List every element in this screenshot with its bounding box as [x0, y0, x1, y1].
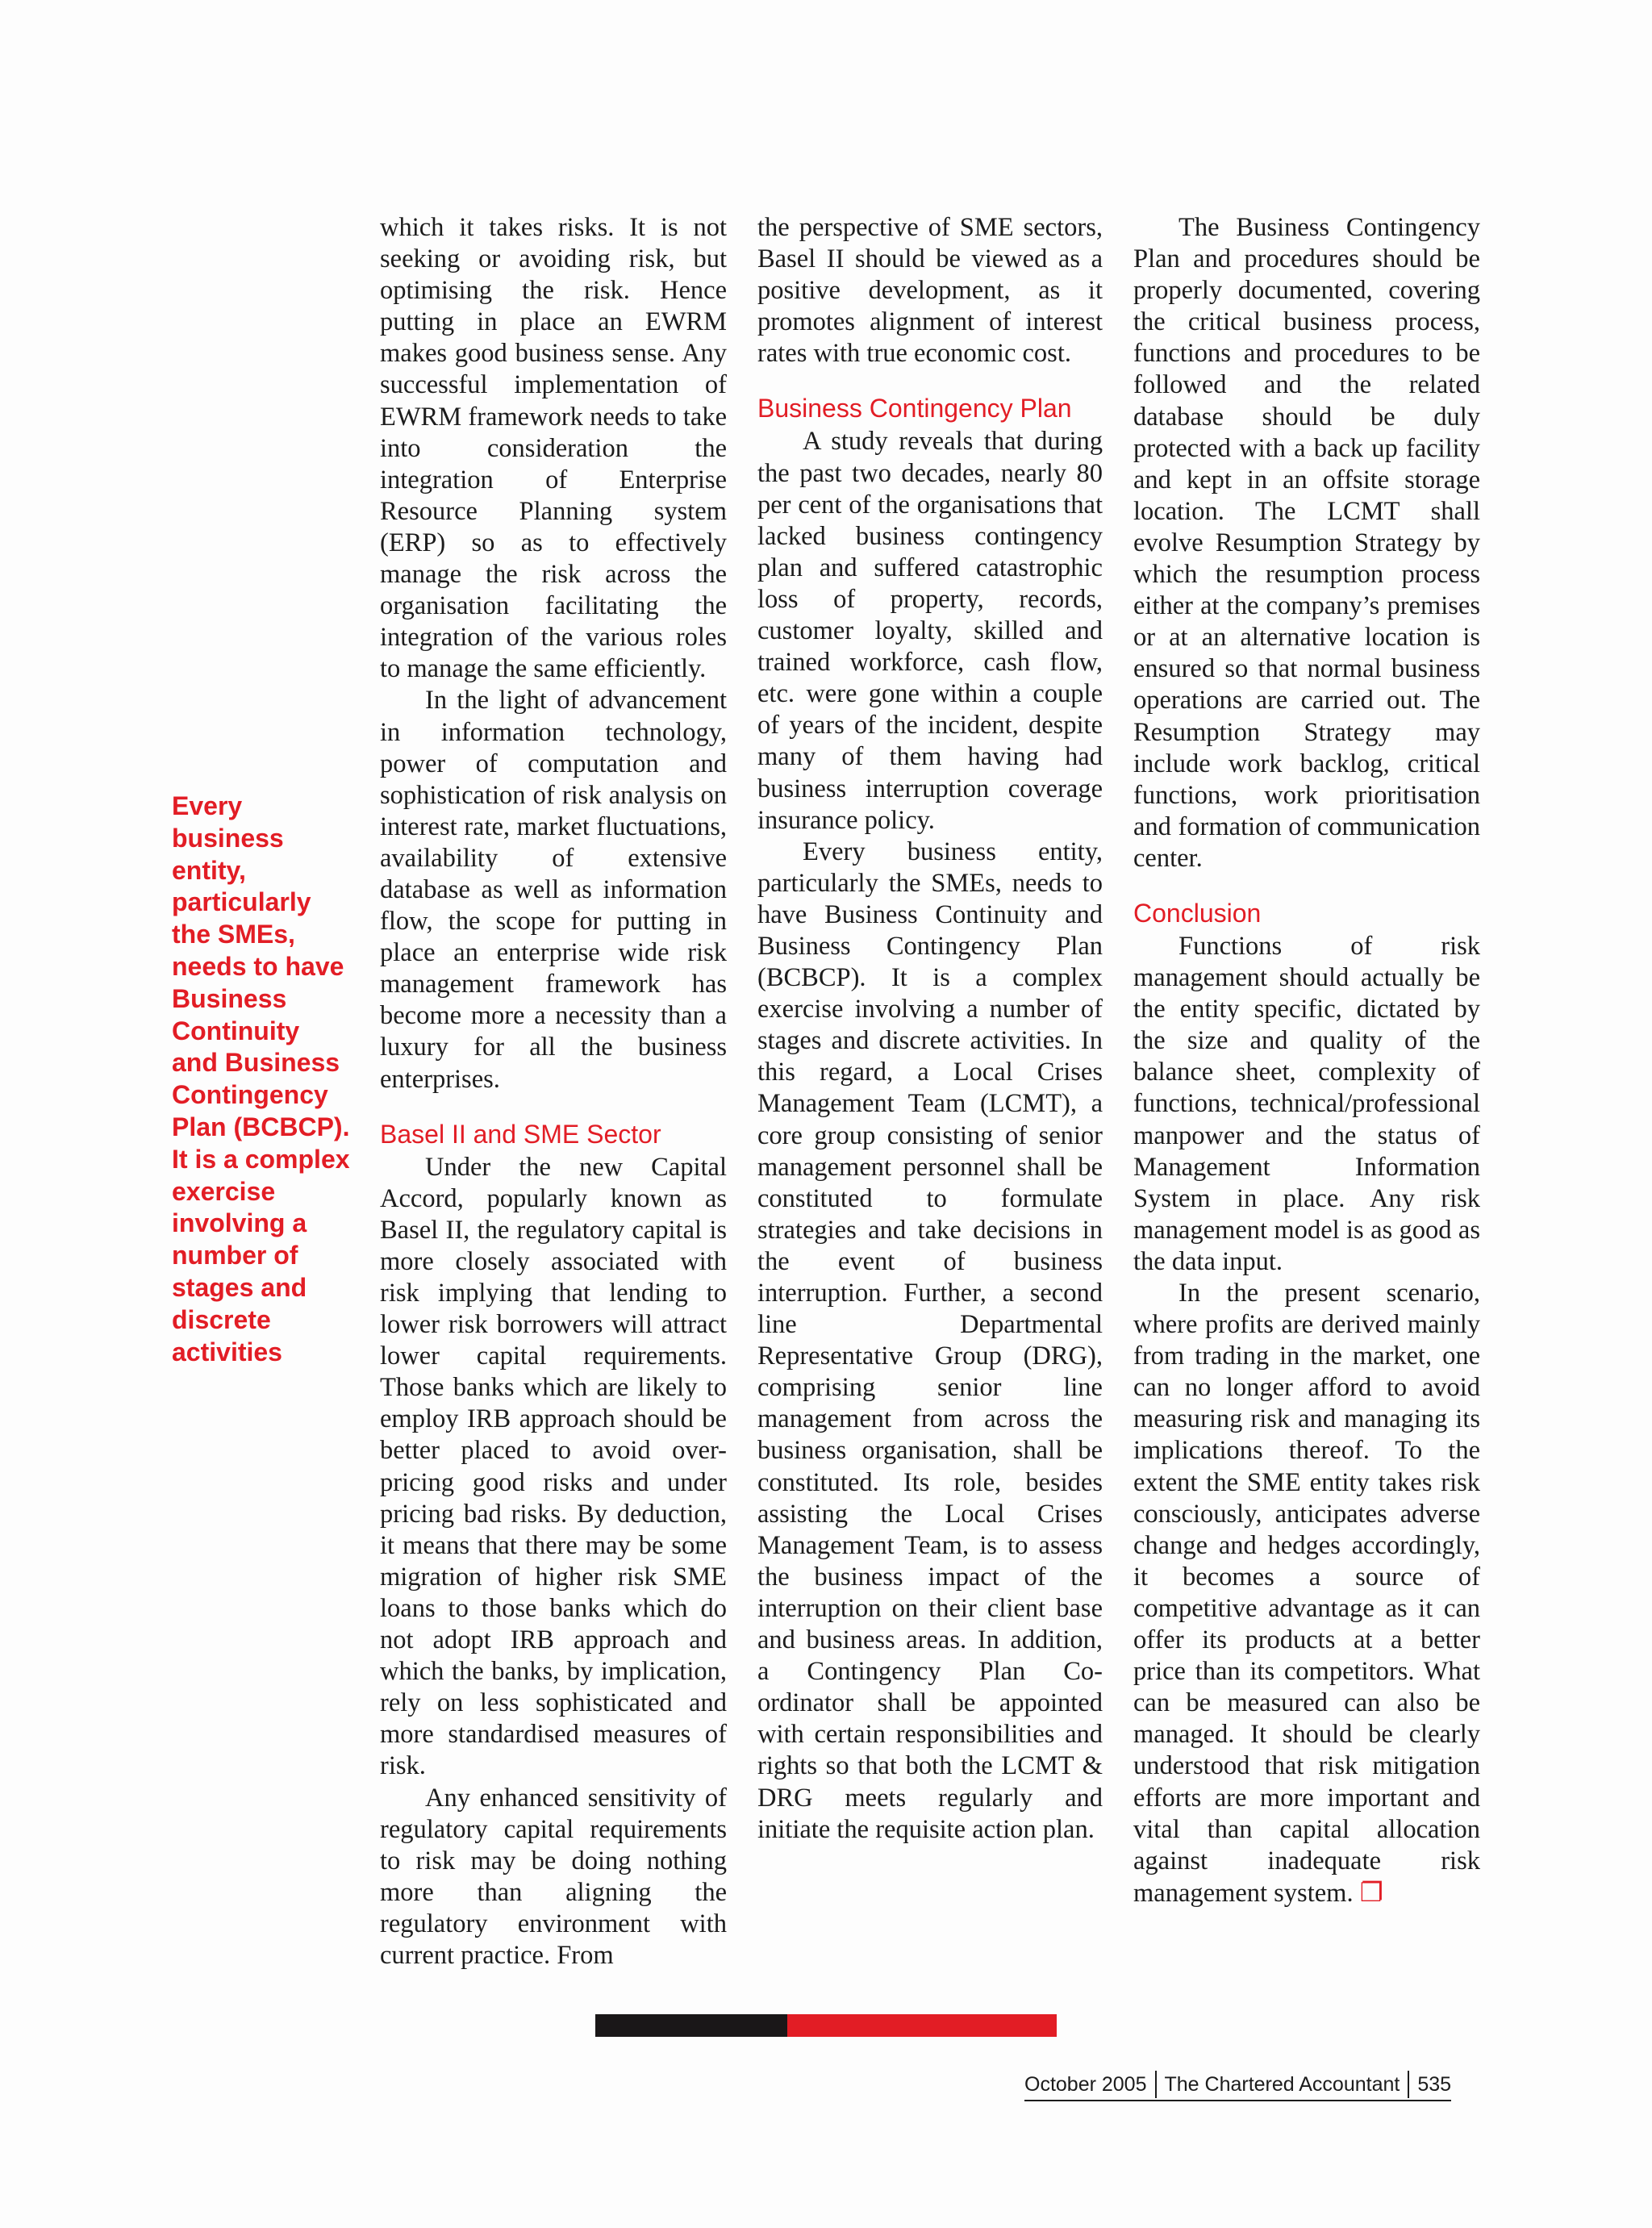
paragraph: In the light of advancement in information technology, power of computation and sophistication of risk analysis on interest rate, market fluctuations, availability of extensive database as well as information flow, the scope for putting in place an enterprise wide risk management framework has become more a necessity than a luxury for all the business enterprises.: [380, 686, 727, 1094]
pull-quote: Every business entity, particularly the SMEs, needs to have Business Continuity and Business Contingency Plan (BCBCP). It is a complex exercise involving a number of stages and discrete activities: [172, 791, 350, 1366]
column-1: [380, 212, 727, 1971]
page-number: 535: [1417, 2073, 1452, 2096]
decorative-bar-black: [595, 2014, 787, 2037]
footer-journal: The Chartered Accountant: [1164, 2073, 1400, 2096]
paragraph: A study reveals that during the past two decades, nearly 80 per cent of the organisations that lacked business contingency plan and suffered catastrophic loss of property, records, customer loyalty, skilled and trained workforce, cash flow, etc. were gone within a couple of years of the incident, despite many of them having had business interruption coverage insurance policy.: [757, 427, 1103, 835]
page-footer: [1024, 2071, 1451, 2101]
paragraph-text: In the present scenario, where profits are derived mainly from trading in the market, one can no longer afford to avoid measuring risk and managing its implications thereof. To the extent the SME entity takes risk consciously, anticipates adverse change and hedges accordingly, it becomes a source of competitive advantage as it can offer its products at a better price than its competitors. What can be measured can also be managed. It should be clearly understood that risk mitigation efforts are more important and vital than capital allocation against inadequate risk management system.: [1133, 1279, 1480, 1908]
footer-divider: [1155, 2071, 1157, 2098]
column-2: [757, 212, 1103, 1846]
section-heading-conclusion: Conclusion: [1133, 898, 1262, 928]
paragraph: [1133, 1278, 1480, 1909]
paragraph: Any enhanced sensitivity of regulatory capital requirements to risk may be doing nothing more than aligning the regulatory environment with current practice. From: [380, 1783, 727, 1970]
footer-divider: [1408, 2071, 1409, 2098]
paragraph: which it takes risks. It is not seeking or avoiding risk, but optimising the risk. Hence putting in place an EWRM makes good business sense. Any successful implementation of EWRM framework needs to take into consideration the integration of Enterprise Resource Planning system (ERP) so as to effectively manage the risk across the organisation facilitating the integration of the various roles to manage the same efficiently.: [380, 213, 727, 684]
column-3: [1133, 212, 1480, 1909]
paragraph: The Business Contingency Plan and procedures should be properly documented, covering the critical business process, functions and procedures to be followed and the related database should be duly protected with a back up facility and kept in an offsite storage location. The LCMT shall evolve Resumption Strategy by which the resumption process either at the company’s premises or at an alternative location is ensured so that normal business operations are carried out. The Resumption Strategy may include work backlog, critical functions, work prioritisation and formation of communication center.: [1133, 213, 1480, 873]
paragraph: Every business entity, particularly the SMEs, needs to have Business Continuity and Business Contingency Plan (BCBCP). It is a complex exercise involving a number of stages and discrete activities. In this regard, a Local Crises Management Team (LCMT), a core group consisting of senior management personnel shall be constituted to formulate strategies and take decisions in the event of business interruption. Further, a second line Departmental Representative Group (DRG), comprising senior line management from across the business organisation, shall be constituted. Its role, besides assisting the Local Crises Management Team, is to assess the business impact of the interruption on their client base and business areas. In addition, a Contingency Plan Co-ordinator shall be appointed with certain responsibilities and rights so that both the LCMT & DRG meets regularly and initiate the requisite action plan.: [757, 837, 1103, 1844]
section-heading-bcp: Business Contingency Plan: [757, 394, 1072, 423]
decorative-bar-red: [787, 2014, 1057, 2037]
footer-date: October 2005: [1024, 2073, 1147, 2096]
paragraph: Functions of risk management should actually be the entity specific, dictated by the size and quality of the balance sheet, complexity of functions, technical/professional manpower and the status of Management Information System in place. Any risk management model is as good as the data input.: [1133, 931, 1480, 1276]
paragraph: Under the new Capital Accord, popularly known as Basel II, the regulatory capital is more closely associated with risk implying that lending to lower risk borrowers will attract lower capital requirements. Those banks which are likely to employ IRB approach should be better placed to avoid over-pricing good risks and under pricing bad risks. By deduction, it means that there may be some migration of higher risk SME loans to those banks which do not adopt IRB approach and which the banks, by implication, rely on less sophisticated and more standardised measures of risk.: [380, 1152, 727, 1781]
paragraph: the perspective of SME sectors, Basel II should be viewed as a positive development, as it promotes alignment of interest rates with true economic cost.: [757, 213, 1103, 369]
section-heading-basel: Basel II and SME Sector: [380, 1119, 661, 1149]
end-mark-icon: ❐: [1359, 1876, 1383, 1908]
